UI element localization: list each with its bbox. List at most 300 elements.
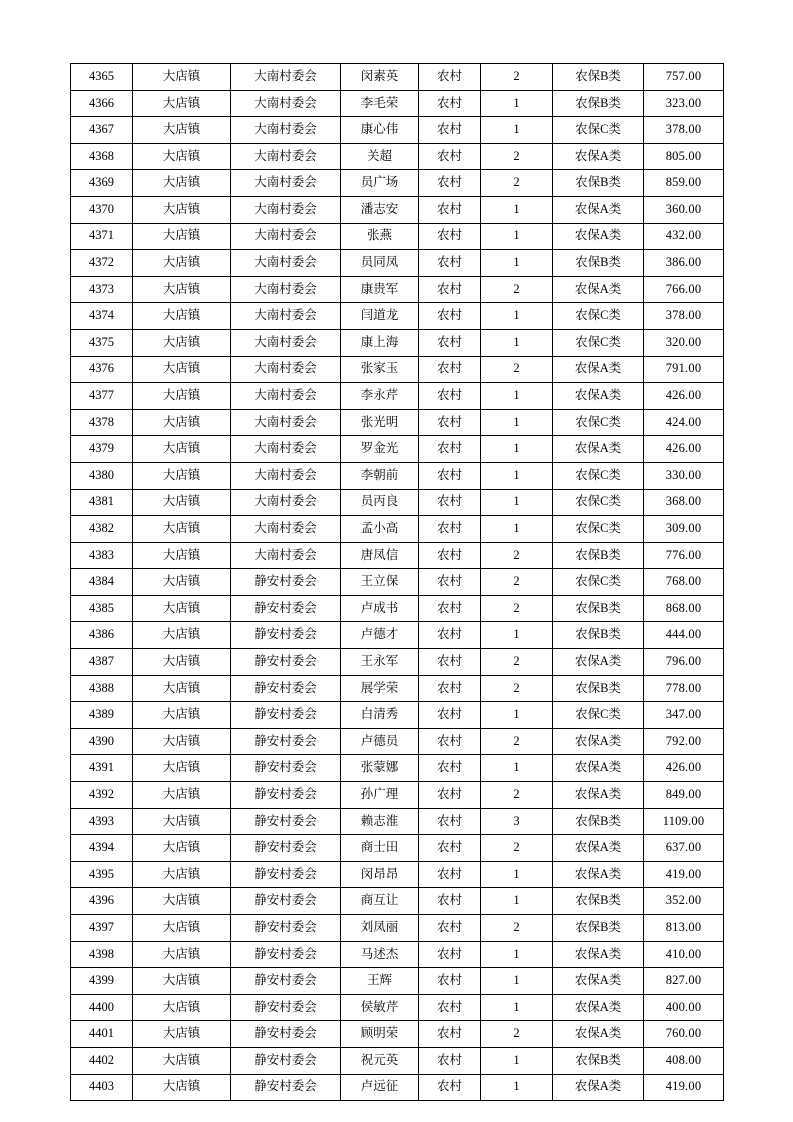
cell-id: 4380	[71, 462, 133, 489]
table-row	[71, 861, 724, 888]
cell-category: 农保A类	[553, 994, 644, 1021]
table-row	[71, 276, 724, 303]
cell-type: 农村	[419, 595, 481, 622]
cell-type: 农村	[419, 356, 481, 383]
cell-count: 1	[481, 1074, 553, 1101]
cell-name: 闵素英	[341, 64, 419, 91]
cell-name: 卢成书	[341, 595, 419, 622]
cell-amount: 796.00	[644, 649, 724, 676]
cell-id: 4369	[71, 170, 133, 197]
cell-count: 2	[481, 569, 553, 596]
cell-amount: 410.00	[644, 941, 724, 968]
cell-category: 农保B类	[553, 888, 644, 915]
cell-town: 大店镇	[133, 595, 231, 622]
cell-town: 大店镇	[133, 835, 231, 862]
cell-amount: 424.00	[644, 409, 724, 436]
cell-id: 4377	[71, 383, 133, 410]
table-row	[71, 196, 724, 223]
cell-id: 4397	[71, 915, 133, 942]
cell-count: 1	[481, 994, 553, 1021]
cell-id: 4390	[71, 728, 133, 755]
cell-category: 农保C类	[553, 702, 644, 729]
cell-name: 闵昂昂	[341, 861, 419, 888]
cell-id: 4373	[71, 276, 133, 303]
cell-id: 4402	[71, 1047, 133, 1074]
cell-type: 农村	[419, 888, 481, 915]
cell-count: 1	[481, 755, 553, 782]
cell-id: 4366	[71, 90, 133, 117]
cell-village: 大南村委会	[231, 196, 341, 223]
cell-count: 1	[481, 516, 553, 543]
cell-town: 大店镇	[133, 489, 231, 516]
table-row	[71, 90, 724, 117]
cell-town: 大店镇	[133, 303, 231, 330]
cell-town: 大店镇	[133, 861, 231, 888]
cell-amount: 813.00	[644, 915, 724, 942]
cell-category: 农保A类	[553, 782, 644, 809]
cell-town: 大店镇	[133, 143, 231, 170]
table-row	[71, 622, 724, 649]
cell-category: 农保C类	[553, 489, 644, 516]
cell-town: 大店镇	[133, 994, 231, 1021]
cell-village: 静安村委会	[231, 782, 341, 809]
cell-count: 2	[481, 143, 553, 170]
cell-id: 4381	[71, 489, 133, 516]
cell-count: 1	[481, 861, 553, 888]
cell-name: 白清秀	[341, 702, 419, 729]
cell-count: 2	[481, 835, 553, 862]
table-row	[71, 170, 724, 197]
cell-amount: 1109.00	[644, 808, 724, 835]
cell-village: 静安村委会	[231, 835, 341, 862]
cell-town: 大店镇	[133, 383, 231, 410]
cell-name: 顾明荣	[341, 1021, 419, 1048]
cell-id: 4403	[71, 1074, 133, 1101]
cell-type: 农村	[419, 915, 481, 942]
table-row	[71, 250, 724, 277]
cell-town: 大店镇	[133, 276, 231, 303]
cell-name: 唐凤信	[341, 542, 419, 569]
cell-category: 农保C类	[553, 329, 644, 356]
cell-type: 农村	[419, 64, 481, 91]
cell-amount: 309.00	[644, 516, 724, 543]
cell-name: 罗金光	[341, 436, 419, 463]
cell-village: 大南村委会	[231, 356, 341, 383]
cell-amount: 778.00	[644, 675, 724, 702]
cell-id: 4374	[71, 303, 133, 330]
table-row	[71, 409, 724, 436]
cell-type: 农村	[419, 968, 481, 995]
cell-category: 农保A类	[553, 276, 644, 303]
table-row	[71, 303, 724, 330]
cell-amount: 432.00	[644, 223, 724, 250]
table-row	[71, 941, 724, 968]
cell-type: 农村	[419, 276, 481, 303]
cell-count: 1	[481, 117, 553, 144]
cell-name: 赖志淮	[341, 808, 419, 835]
cell-type: 农村	[419, 622, 481, 649]
cell-village: 大南村委会	[231, 383, 341, 410]
cell-amount: 426.00	[644, 383, 724, 410]
cell-name: 王立保	[341, 569, 419, 596]
cell-count: 1	[481, 968, 553, 995]
cell-id: 4382	[71, 516, 133, 543]
cell-town: 大店镇	[133, 1021, 231, 1048]
cell-amount: 419.00	[644, 861, 724, 888]
cell-count: 2	[481, 595, 553, 622]
cell-town: 大店镇	[133, 516, 231, 543]
cell-name: 刘凤丽	[341, 915, 419, 942]
cell-name: 马述杰	[341, 941, 419, 968]
cell-category: 农保A类	[553, 835, 644, 862]
cell-type: 农村	[419, 303, 481, 330]
cell-name: 潘志安	[341, 196, 419, 223]
cell-id: 4365	[71, 64, 133, 91]
cell-type: 农村	[419, 542, 481, 569]
cell-count: 2	[481, 170, 553, 197]
cell-town: 大店镇	[133, 250, 231, 277]
cell-count: 2	[481, 915, 553, 942]
cell-category: 农保A类	[553, 1021, 644, 1048]
cell-count: 2	[481, 782, 553, 809]
cell-village: 静安村委会	[231, 994, 341, 1021]
cell-name: 王永军	[341, 649, 419, 676]
table-row	[71, 968, 724, 995]
cell-category: 农保B类	[553, 542, 644, 569]
cell-amount: 768.00	[644, 569, 724, 596]
cell-category: 农保A类	[553, 1074, 644, 1101]
cell-amount: 323.00	[644, 90, 724, 117]
cell-count: 1	[481, 702, 553, 729]
cell-amount: 386.00	[644, 250, 724, 277]
cell-type: 农村	[419, 994, 481, 1021]
cell-town: 大店镇	[133, 808, 231, 835]
cell-id: 4368	[71, 143, 133, 170]
cell-name: 商互让	[341, 888, 419, 915]
cell-count: 1	[481, 250, 553, 277]
cell-village: 大南村委会	[231, 223, 341, 250]
cell-id: 4398	[71, 941, 133, 968]
cell-amount: 426.00	[644, 436, 724, 463]
cell-town: 大店镇	[133, 941, 231, 968]
cell-category: 农保B类	[553, 1047, 644, 1074]
cell-count: 1	[481, 489, 553, 516]
table-row	[71, 915, 724, 942]
cell-count: 1	[481, 196, 553, 223]
cell-category: 农保A类	[553, 223, 644, 250]
cell-count: 1	[481, 888, 553, 915]
cell-village: 大南村委会	[231, 489, 341, 516]
table-row	[71, 64, 724, 91]
cell-town: 大店镇	[133, 170, 231, 197]
cell-count: 2	[481, 728, 553, 755]
cell-count: 1	[481, 462, 553, 489]
cell-village: 静安村委会	[231, 861, 341, 888]
table-row	[71, 728, 724, 755]
cell-amount: 368.00	[644, 489, 724, 516]
cell-village: 大南村委会	[231, 516, 341, 543]
cell-count: 1	[481, 941, 553, 968]
cell-town: 大店镇	[133, 436, 231, 463]
cell-id: 4399	[71, 968, 133, 995]
cell-id: 4383	[71, 542, 133, 569]
cell-type: 农村	[419, 383, 481, 410]
cell-category: 农保B类	[553, 915, 644, 942]
cell-amount: 426.00	[644, 755, 724, 782]
cell-name: 张燕	[341, 223, 419, 250]
cell-amount: 791.00	[644, 356, 724, 383]
table-row	[71, 835, 724, 862]
cell-village: 静安村委会	[231, 755, 341, 782]
cell-type: 农村	[419, 143, 481, 170]
cell-count: 1	[481, 329, 553, 356]
cell-category: 农保C类	[553, 569, 644, 596]
cell-town: 大店镇	[133, 329, 231, 356]
cell-id: 4387	[71, 649, 133, 676]
table-row	[71, 143, 724, 170]
cell-town: 大店镇	[133, 90, 231, 117]
cell-count: 1	[481, 383, 553, 410]
cell-town: 大店镇	[133, 569, 231, 596]
table-row	[71, 649, 724, 676]
cell-type: 农村	[419, 675, 481, 702]
cell-count: 1	[481, 1047, 553, 1074]
cell-category: 农保B类	[553, 170, 644, 197]
cell-village: 静安村委会	[231, 702, 341, 729]
cell-amount: 347.00	[644, 702, 724, 729]
cell-category: 农保C类	[553, 409, 644, 436]
cell-amount: 352.00	[644, 888, 724, 915]
cell-amount: 419.00	[644, 1074, 724, 1101]
cell-name: 卢远征	[341, 1074, 419, 1101]
cell-town: 大店镇	[133, 915, 231, 942]
table-row	[71, 782, 724, 809]
cell-village: 大南村委会	[231, 462, 341, 489]
cell-type: 农村	[419, 90, 481, 117]
cell-town: 大店镇	[133, 728, 231, 755]
cell-count: 2	[481, 64, 553, 91]
cell-category: 农保B类	[553, 64, 644, 91]
cell-name: 孟小高	[341, 516, 419, 543]
cell-category: 农保B类	[553, 595, 644, 622]
cell-village: 大南村委会	[231, 143, 341, 170]
cell-name: 李朝前	[341, 462, 419, 489]
cell-count: 1	[481, 223, 553, 250]
cell-amount: 766.00	[644, 276, 724, 303]
cell-village: 静安村委会	[231, 649, 341, 676]
table-body	[71, 64, 724, 1101]
table-row	[71, 1047, 724, 1074]
cell-village: 大南村委会	[231, 250, 341, 277]
cell-town: 大店镇	[133, 223, 231, 250]
cell-village: 大南村委会	[231, 90, 341, 117]
cell-type: 农村	[419, 329, 481, 356]
cell-amount: 400.00	[644, 994, 724, 1021]
cell-type: 农村	[419, 782, 481, 809]
cell-name: 康心伟	[341, 117, 419, 144]
cell-village: 大南村委会	[231, 64, 341, 91]
cell-type: 农村	[419, 702, 481, 729]
cell-name: 祝元英	[341, 1047, 419, 1074]
cell-category: 农保A类	[553, 356, 644, 383]
cell-amount: 760.00	[644, 1021, 724, 1048]
cell-town: 大店镇	[133, 888, 231, 915]
cell-id: 4367	[71, 117, 133, 144]
cell-village: 静安村委会	[231, 888, 341, 915]
cell-category: 农保A类	[553, 143, 644, 170]
cell-type: 农村	[419, 1021, 481, 1048]
cell-village: 静安村委会	[231, 569, 341, 596]
cell-name: 李永芹	[341, 383, 419, 410]
subsidy-table	[70, 63, 724, 1101]
cell-name: 侯敏芹	[341, 994, 419, 1021]
cell-village: 静安村委会	[231, 675, 341, 702]
cell-amount: 827.00	[644, 968, 724, 995]
cell-category: 农保B类	[553, 250, 644, 277]
cell-count: 3	[481, 808, 553, 835]
cell-amount: 378.00	[644, 303, 724, 330]
table-row	[71, 994, 724, 1021]
cell-count: 2	[481, 1021, 553, 1048]
cell-name: 李毛荣	[341, 90, 419, 117]
cell-town: 大店镇	[133, 622, 231, 649]
cell-village: 静安村委会	[231, 1074, 341, 1101]
cell-town: 大店镇	[133, 409, 231, 436]
cell-count: 1	[481, 90, 553, 117]
cell-type: 农村	[419, 808, 481, 835]
cell-id: 4385	[71, 595, 133, 622]
table-row	[71, 223, 724, 250]
cell-id: 4393	[71, 808, 133, 835]
cell-name: 员广场	[341, 170, 419, 197]
cell-amount: 378.00	[644, 117, 724, 144]
cell-category: 农保C类	[553, 516, 644, 543]
cell-amount: 637.00	[644, 835, 724, 862]
table-row	[71, 462, 724, 489]
cell-category: 农保A类	[553, 968, 644, 995]
cell-amount: 859.00	[644, 170, 724, 197]
cell-type: 农村	[419, 755, 481, 782]
cell-amount: 868.00	[644, 595, 724, 622]
cell-village: 静安村委会	[231, 968, 341, 995]
cell-name: 闫道龙	[341, 303, 419, 330]
cell-category: 农保C类	[553, 462, 644, 489]
cell-category: 农保C类	[553, 117, 644, 144]
cell-id: 4396	[71, 888, 133, 915]
cell-village: 静安村委会	[231, 728, 341, 755]
cell-name: 孙广理	[341, 782, 419, 809]
cell-count: 1	[481, 622, 553, 649]
cell-category: 农保B类	[553, 808, 644, 835]
cell-id: 4378	[71, 409, 133, 436]
cell-village: 静安村委会	[231, 915, 341, 942]
cell-amount: 360.00	[644, 196, 724, 223]
cell-name: 员丙良	[341, 489, 419, 516]
cell-type: 农村	[419, 170, 481, 197]
cell-type: 农村	[419, 1074, 481, 1101]
cell-id: 4400	[71, 994, 133, 1021]
cell-id: 4394	[71, 835, 133, 862]
table-row	[71, 117, 724, 144]
cell-id: 4401	[71, 1021, 133, 1048]
cell-amount: 805.00	[644, 143, 724, 170]
cell-type: 农村	[419, 861, 481, 888]
cell-town: 大店镇	[133, 968, 231, 995]
cell-town: 大店镇	[133, 1074, 231, 1101]
cell-name: 张家玉	[341, 356, 419, 383]
cell-village: 大南村委会	[231, 303, 341, 330]
cell-amount: 320.00	[644, 329, 724, 356]
table-row	[71, 516, 724, 543]
cell-type: 农村	[419, 223, 481, 250]
cell-village: 静安村委会	[231, 595, 341, 622]
cell-village: 大南村委会	[231, 409, 341, 436]
table-row	[71, 702, 724, 729]
cell-amount: 776.00	[644, 542, 724, 569]
cell-name: 张光明	[341, 409, 419, 436]
cell-type: 农村	[419, 462, 481, 489]
cell-amount: 444.00	[644, 622, 724, 649]
cell-id: 4371	[71, 223, 133, 250]
cell-category: 农保A类	[553, 436, 644, 463]
cell-type: 农村	[419, 941, 481, 968]
table-row	[71, 383, 724, 410]
cell-count: 1	[481, 436, 553, 463]
table-row	[71, 888, 724, 915]
cell-town: 大店镇	[133, 462, 231, 489]
cell-town: 大店镇	[133, 542, 231, 569]
cell-name: 王辉	[341, 968, 419, 995]
cell-category: 农保A类	[553, 941, 644, 968]
table-row	[71, 675, 724, 702]
cell-id: 4375	[71, 329, 133, 356]
cell-amount: 757.00	[644, 64, 724, 91]
cell-town: 大店镇	[133, 675, 231, 702]
cell-town: 大店镇	[133, 64, 231, 91]
cell-type: 农村	[419, 835, 481, 862]
cell-count: 2	[481, 356, 553, 383]
table-row	[71, 1021, 724, 1048]
cell-town: 大店镇	[133, 702, 231, 729]
cell-type: 农村	[419, 196, 481, 223]
cell-town: 大店镇	[133, 782, 231, 809]
cell-village: 静安村委会	[231, 941, 341, 968]
cell-type: 农村	[419, 1047, 481, 1074]
table-row	[71, 489, 724, 516]
table-row	[71, 808, 724, 835]
cell-count: 2	[481, 276, 553, 303]
cell-type: 农村	[419, 649, 481, 676]
cell-village: 静安村委会	[231, 1021, 341, 1048]
cell-category: 农保B类	[553, 675, 644, 702]
cell-type: 农村	[419, 250, 481, 277]
table-row	[71, 356, 724, 383]
cell-id: 4379	[71, 436, 133, 463]
cell-category: 农保A类	[553, 861, 644, 888]
cell-town: 大店镇	[133, 196, 231, 223]
cell-id: 4389	[71, 702, 133, 729]
cell-village: 大南村委会	[231, 436, 341, 463]
table-row	[71, 542, 724, 569]
cell-id: 4395	[71, 861, 133, 888]
cell-count: 1	[481, 409, 553, 436]
cell-amount: 792.00	[644, 728, 724, 755]
cell-town: 大店镇	[133, 117, 231, 144]
cell-count: 1	[481, 303, 553, 330]
cell-village: 大南村委会	[231, 329, 341, 356]
table-row	[71, 436, 724, 463]
cell-type: 农村	[419, 516, 481, 543]
